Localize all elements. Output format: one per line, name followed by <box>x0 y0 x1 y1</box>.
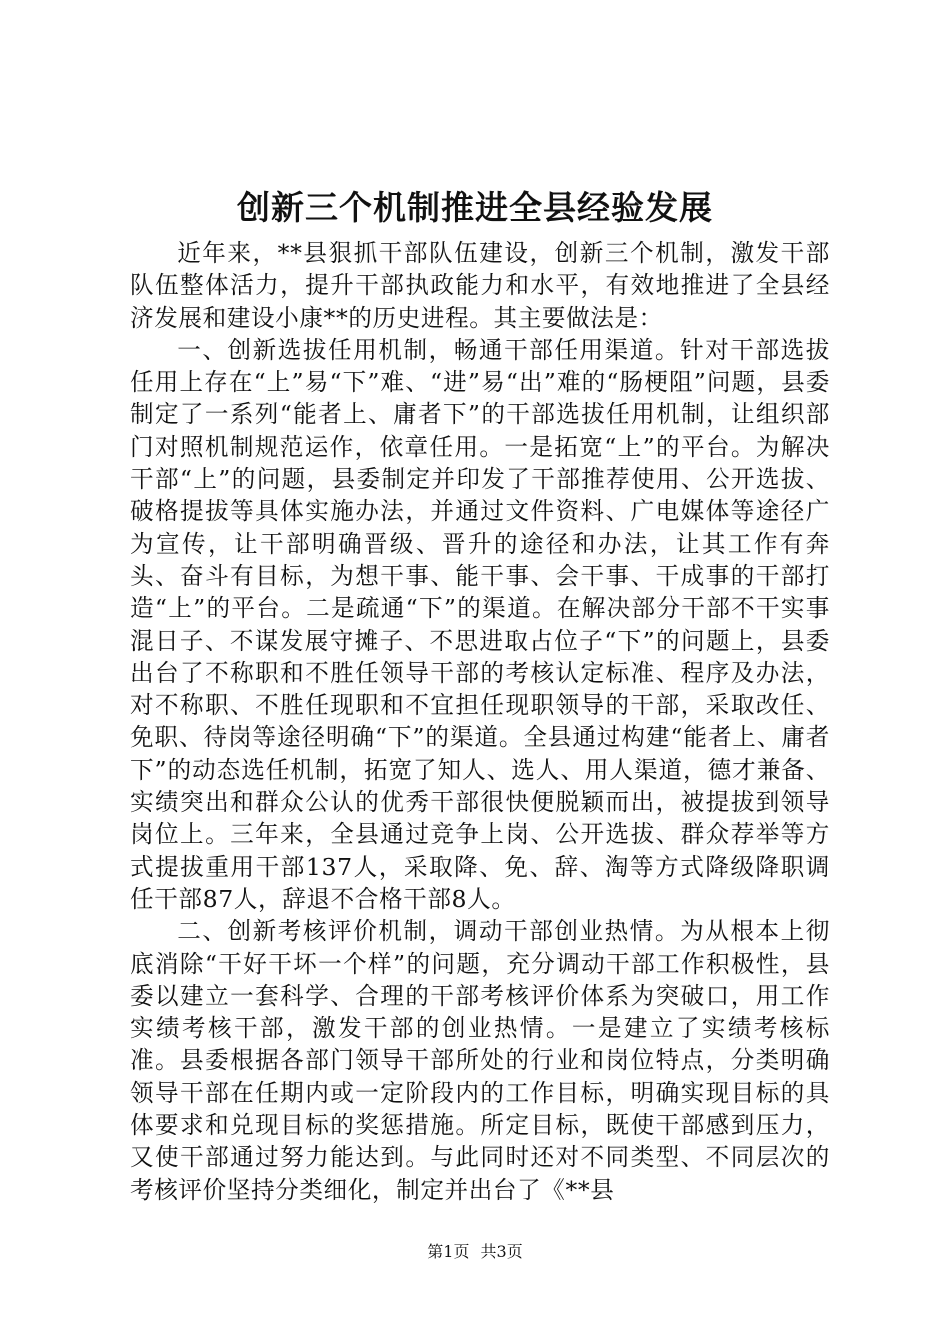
paragraph-section-one: 一、创新选拔任用机制，畅通干部任用渠道。针对干部选拔任用上存在“上”易“下”难、“进”易“出”难的“肠梗阻”问题，县委制定了一系列“能者上、庸者下”的干部选拔任用机制，让组织部门对照机制规范运作，依章任用。一是拓宽“上”的平台。为解决干部“上”的问题，县委制定并印发了干部推荐使用、公开选拔、破格提拔等具体实施办法，并通过文件资料、广电媒体等途径广为宣传，让干部明确晋级、晋升的途径和办法，让其工作有奔头、奋斗有目标，为想干事、能干事、会干事、干成事的干部打造“上”的平台。二是疏通“下”的渠道。在解决部分干部不干实事混日子、不谋发展守摊子、不思进取占位子“下”的问题上，县委出台了不称职和不胜任领导干部的考核认定标准、程序及办法，对不称职、不胜任现职和不宜担任现职领导的干部，采取改任、免职、待岗等途径明确“下”的渠道。全县通过构建“能者上、庸者下”的动态选任机制，拓宽了知人、选人、用人渠道，德才兼备、实绩突出和群众公认的优秀干部很快便脱颖而出，被提拔到领导岗位上。三年来，全县通过竞争上岗、公开选拔、群众荐举等方式提拔重用干部137人，采取降、免、辞、淘等方式降级降职调任干部87人，辞退不合格干部8人。 <box>130 335 830 913</box>
page-number: 第1页 <box>427 1242 470 1261</box>
paragraph-intro: 近年来，**县狠抓干部队伍建设，创新三个机制，激发干部队伍整体活力，提升干部执政能力和水平，有效地推进了全县经济发展和建设小康**的历史进程。其主要做法是： <box>130 239 830 332</box>
document-body <box>130 237 830 1206</box>
page-total: 共3页 <box>480 1242 523 1261</box>
page-footer <box>0 1241 950 1263</box>
paragraph-section-two: 二、创新考核评价机制，调动干部创业热情。为从根本上彻底消除“干好干坏一个样”的问题，充分调动干部工作积极性，县委以建立一套科学、合理的干部考核评价体系为突破口，用工作实绩考核干部，激发干部的创业热情。一是建立了实绩考核标准。县委根据各部门领导干部所处的行业和岗位特点，分类明确领导干部在任期内或一定阶段内的工作目标，明确实现目标的具体要求和兑现目标的奖惩措施。所定目标，既使干部感到压力，又使干部通过努力能达到。与此同时还对不同类型、不同层次的考核评价坚持分类细化，制定并出台了《**县 <box>130 917 830 1204</box>
document-title: 创新三个机制推进全县经验发展 <box>237 188 713 227</box>
